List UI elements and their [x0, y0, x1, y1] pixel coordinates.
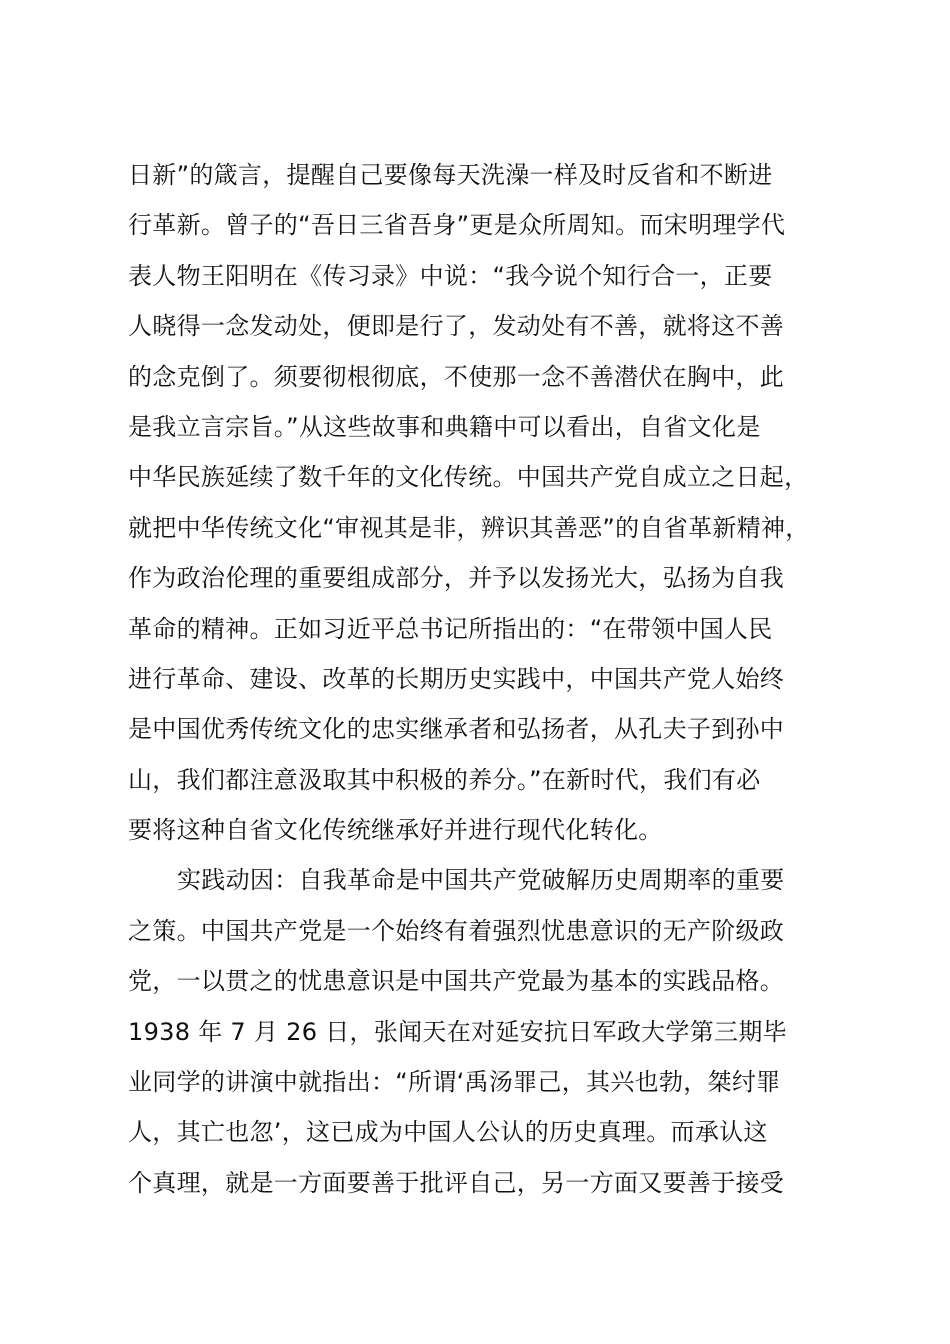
- text-line: 革命的精神。正如习近平总书记所指出的：“在带领中国人民: [128, 614, 773, 643]
- text-line: 人，其亡也忽’，这已成为中国人公认的历史真理。而承认这: [128, 1118, 768, 1147]
- text-line: 就把中华传统文化“审视其是非，辨识其善恶”的自省革新精神，: [128, 513, 810, 542]
- text-line: 1938 年 7 月 26 日，张闻天在对延安抗日军政大学第三期毕: [128, 1017, 787, 1046]
- text-line: 业同学的讲演中就指出：“所谓‘禹汤罪己，其兴也勃，桀纣罪: [128, 1068, 781, 1097]
- text-line: 表人物王阳明在《传习录》中说：“我今说个知行合一，正要: [128, 261, 773, 290]
- text-line: 中华民族延续了数千年的文化传统。中国共产党自成立之日起，: [128, 463, 809, 492]
- paragraph-start-line: 实践动因：自我革命是中国共产党破解历史周期率的重要: [177, 866, 785, 895]
- body-text: [128, 150, 848, 1208]
- text-line: 之策。中国共产党是一个始终有着强烈忧患意识的无产阶级政: [128, 916, 785, 945]
- text-line: 作为政治伦理的重要组成部分，并予以发扬光大，弘扬为自我: [128, 564, 785, 593]
- text-line: 行革新。曾子的“吾日三省吾身”更是众所周知。而宋明理学代: [128, 211, 786, 240]
- text-line: 党，一以贯之的忧患意识是中国共产党最为基本的实践品格。: [128, 967, 785, 996]
- text-line: 日新”的箴言，提醒自己要像每天洗澡一样及时反省和不断进: [128, 161, 773, 189]
- text-line: 进行革命、建设、改革的长期历史实践中，中国共产党人始终: [128, 664, 785, 693]
- text-line: 人晓得一念发动处，便即是行了，发动处有不善，就将这不善: [128, 312, 785, 341]
- text-line: 是中国优秀传统文化的忠实继承者和弘扬者，从孔夫子到孙中: [128, 715, 785, 744]
- text-line: 个真理，就是一方面要善于批评自己，另一方面又要善于接受: [128, 1168, 785, 1197]
- text-line: 山，我们都注意汲取其中积极的养分。”在新时代，我们有必: [128, 765, 761, 794]
- text-line: 要将这种自省文化传统继承好并进行现代化转化。: [128, 816, 663, 845]
- text-line: 的念克倒了。须要彻根彻底，不使那一念不善潜伏在胸中，此: [128, 362, 785, 391]
- text-line: 是我立言宗旨。”从这些故事和典籍中可以看出，自省文化是: [128, 412, 761, 441]
